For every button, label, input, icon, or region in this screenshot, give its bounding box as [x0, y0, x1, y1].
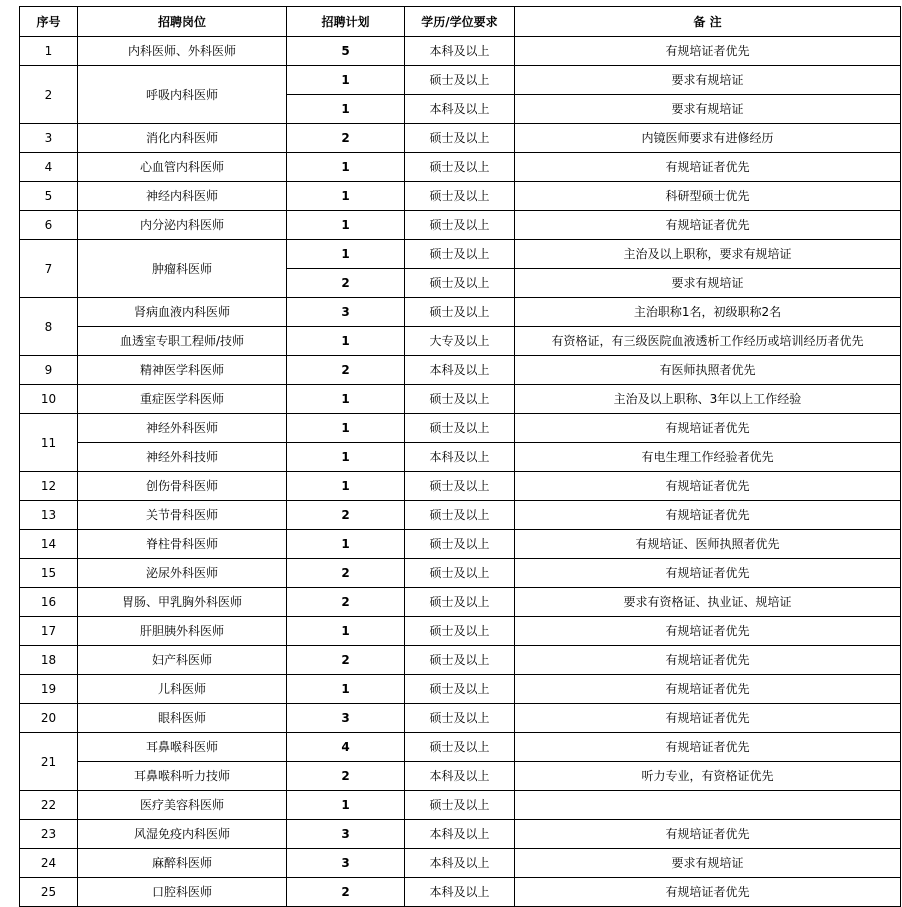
cell-remark: 有规培证者优先	[515, 37, 901, 66]
cell-education: 硕士及以上	[405, 269, 515, 298]
table-row	[20, 878, 901, 907]
cell-remark: 有规培证者优先	[515, 878, 901, 907]
cell-no: 6	[20, 211, 78, 240]
table-row	[20, 472, 901, 501]
cell-plan: 1	[287, 182, 405, 211]
cell-remark: 有规培证者优先	[515, 820, 901, 849]
cell-plan: 1	[287, 211, 405, 240]
cell-remark: 有规培证者优先	[515, 472, 901, 501]
header-remark: 备 注	[515, 7, 901, 37]
recruitment-table	[19, 6, 901, 907]
cell-remark: 有规培证者优先	[515, 153, 901, 182]
cell-position: 医疗美容科医师	[78, 791, 287, 820]
cell-position: 神经内科医师	[78, 182, 287, 211]
cell-plan: 2	[287, 124, 405, 153]
cell-plan: 1	[287, 530, 405, 559]
cell-no: 25	[20, 878, 78, 907]
table-row	[20, 124, 901, 153]
table-row	[20, 733, 901, 762]
cell-position: 消化内科医师	[78, 124, 287, 153]
cell-plan: 2	[287, 588, 405, 617]
cell-position: 呼吸内科医师	[78, 66, 287, 124]
cell-education: 硕士及以上	[405, 791, 515, 820]
cell-education: 硕士及以上	[405, 414, 515, 443]
cell-no: 14	[20, 530, 78, 559]
cell-remark: 有医师执照者优先	[515, 356, 901, 385]
cell-plan: 1	[287, 791, 405, 820]
cell-position: 儿科医师	[78, 675, 287, 704]
cell-position: 创伤骨科医师	[78, 472, 287, 501]
cell-education: 硕士及以上	[405, 530, 515, 559]
cell-education: 本科及以上	[405, 95, 515, 124]
cell-no: 18	[20, 646, 78, 675]
cell-education: 硕士及以上	[405, 733, 515, 762]
cell-position: 肾病血液内科医师	[78, 298, 287, 327]
table-row	[20, 182, 901, 211]
cell-education: 本科及以上	[405, 37, 515, 66]
cell-remark: 有规培证者优先	[515, 501, 901, 530]
cell-plan: 1	[287, 385, 405, 414]
cell-remark: 主治及以上职称、3年以上工作经验	[515, 385, 901, 414]
table-row	[20, 704, 901, 733]
cell-position: 胃肠、甲乳胸外科医师	[78, 588, 287, 617]
table-row	[20, 530, 901, 559]
cell-remark: 内镜医师要求有进修经历	[515, 124, 901, 153]
table-row	[20, 791, 901, 820]
cell-plan: 2	[287, 559, 405, 588]
cell-remark: 有规培证者优先	[515, 704, 901, 733]
cell-plan: 5	[287, 37, 405, 66]
cell-position: 血透室专职工程师/技师	[78, 327, 287, 356]
cell-education: 本科及以上	[405, 762, 515, 791]
cell-education: 硕士及以上	[405, 124, 515, 153]
cell-position: 妇产科医师	[78, 646, 287, 675]
cell-plan: 2	[287, 762, 405, 791]
table-row	[20, 153, 901, 182]
cell-education: 本科及以上	[405, 849, 515, 878]
cell-no: 7	[20, 240, 78, 298]
cell-remark: 有规培证者优先	[515, 211, 901, 240]
cell-remark: 有规培证者优先	[515, 617, 901, 646]
cell-position: 眼科医师	[78, 704, 287, 733]
cell-remark: 有规培证者优先	[515, 414, 901, 443]
cell-education: 硕士及以上	[405, 240, 515, 269]
cell-no: 15	[20, 559, 78, 588]
header-row	[20, 7, 901, 37]
cell-position: 泌尿外科医师	[78, 559, 287, 588]
cell-plan: 1	[287, 153, 405, 182]
table-row	[20, 820, 901, 849]
cell-no: 10	[20, 385, 78, 414]
table-row	[20, 240, 901, 269]
cell-no: 21	[20, 733, 78, 791]
cell-remark: 科研型硕士优先	[515, 182, 901, 211]
cell-remark: 要求有规培证	[515, 849, 901, 878]
cell-plan: 1	[287, 675, 405, 704]
table-body	[20, 37, 901, 907]
cell-position: 口腔科医师	[78, 878, 287, 907]
cell-no: 19	[20, 675, 78, 704]
cell-education: 硕士及以上	[405, 385, 515, 414]
table-row	[20, 211, 901, 240]
cell-position: 麻醉科医师	[78, 849, 287, 878]
cell-plan: 1	[287, 240, 405, 269]
cell-remark: 有规培证者优先	[515, 646, 901, 675]
cell-no: 13	[20, 501, 78, 530]
cell-education: 大专及以上	[405, 327, 515, 356]
cell-remark: 主治及以上职称，要求有规培证	[515, 240, 901, 269]
cell-position: 精神医学科医师	[78, 356, 287, 385]
cell-remark: 有规培证者优先	[515, 559, 901, 588]
cell-no: 12	[20, 472, 78, 501]
header-no: 序号	[20, 7, 78, 37]
cell-plan: 2	[287, 501, 405, 530]
cell-plan: 1	[287, 95, 405, 124]
cell-education: 硕士及以上	[405, 588, 515, 617]
cell-remark: 有资格证，有三级医院血液透析工作经历或培训经历者优先	[515, 327, 901, 356]
cell-education: 硕士及以上	[405, 472, 515, 501]
cell-education: 硕士及以上	[405, 211, 515, 240]
cell-no: 11	[20, 414, 78, 472]
cell-education: 硕士及以上	[405, 704, 515, 733]
cell-position: 神经外科医师	[78, 414, 287, 443]
cell-plan: 1	[287, 414, 405, 443]
cell-remark: 有规培证者优先	[515, 733, 901, 762]
cell-no: 17	[20, 617, 78, 646]
cell-remark: 主治职称1名，初级职称2名	[515, 298, 901, 327]
cell-no: 22	[20, 791, 78, 820]
table-row	[20, 762, 901, 791]
cell-education: 硕士及以上	[405, 153, 515, 182]
cell-no: 24	[20, 849, 78, 878]
cell-education: 硕士及以上	[405, 675, 515, 704]
cell-remark: 有规培证者优先	[515, 675, 901, 704]
cell-education: 硕士及以上	[405, 298, 515, 327]
table-row	[20, 443, 901, 472]
cell-education: 硕士及以上	[405, 182, 515, 211]
cell-remark: 要求有资格证、执业证、规培证	[515, 588, 901, 617]
cell-plan: 1	[287, 443, 405, 472]
cell-remark: 有规培证、医师执照者优先	[515, 530, 901, 559]
header-plan: 招聘计划	[287, 7, 405, 37]
cell-plan: 1	[287, 327, 405, 356]
cell-plan: 1	[287, 617, 405, 646]
cell-no: 4	[20, 153, 78, 182]
cell-position: 心血管内科医师	[78, 153, 287, 182]
cell-position: 内科医师、外科医师	[78, 37, 287, 66]
cell-education: 本科及以上	[405, 878, 515, 907]
table-row	[20, 849, 901, 878]
cell-plan: 2	[287, 646, 405, 675]
table-row	[20, 327, 901, 356]
cell-no: 9	[20, 356, 78, 385]
cell-no: 8	[20, 298, 78, 356]
cell-no: 16	[20, 588, 78, 617]
cell-no: 5	[20, 182, 78, 211]
cell-position: 重症医学科医师	[78, 385, 287, 414]
cell-remark: 有电生理工作经验者优先	[515, 443, 901, 472]
cell-plan: 3	[287, 298, 405, 327]
table-row	[20, 675, 901, 704]
cell-position: 耳鼻喉科医师	[78, 733, 287, 762]
header-education: 学历/学位要求	[405, 7, 515, 37]
cell-education: 硕士及以上	[405, 559, 515, 588]
table-row	[20, 298, 901, 327]
cell-plan: 2	[287, 878, 405, 907]
header-position: 招聘岗位	[78, 7, 287, 37]
cell-plan: 4	[287, 733, 405, 762]
cell-plan: 2	[287, 269, 405, 298]
cell-position: 内分泌内科医师	[78, 211, 287, 240]
cell-remark: 听力专业，有资格证优先	[515, 762, 901, 791]
table-row	[20, 588, 901, 617]
table-row	[20, 356, 901, 385]
cell-position: 关节骨科医师	[78, 501, 287, 530]
table-row	[20, 617, 901, 646]
cell-remark: 要求有规培证	[515, 269, 901, 298]
cell-remark: 要求有规培证	[515, 66, 901, 95]
table-row	[20, 66, 901, 95]
cell-position: 神经外科技师	[78, 443, 287, 472]
cell-no: 2	[20, 66, 78, 124]
cell-education: 硕士及以上	[405, 501, 515, 530]
cell-remark	[515, 791, 901, 820]
cell-no: 3	[20, 124, 78, 153]
table-header	[20, 7, 901, 37]
table-row	[20, 646, 901, 675]
cell-plan: 3	[287, 849, 405, 878]
cell-position: 风湿免疫内科医师	[78, 820, 287, 849]
cell-plan: 2	[287, 356, 405, 385]
cell-education: 本科及以上	[405, 443, 515, 472]
cell-position: 耳鼻喉科听力技师	[78, 762, 287, 791]
cell-education: 本科及以上	[405, 356, 515, 385]
table-row	[20, 501, 901, 530]
cell-education: 硕士及以上	[405, 617, 515, 646]
cell-no: 20	[20, 704, 78, 733]
cell-position: 肿瘤科医师	[78, 240, 287, 298]
cell-position: 肝胆胰外科医师	[78, 617, 287, 646]
cell-plan: 3	[287, 820, 405, 849]
cell-plan: 1	[287, 472, 405, 501]
table-row	[20, 385, 901, 414]
cell-education: 硕士及以上	[405, 66, 515, 95]
cell-plan: 1	[287, 66, 405, 95]
table-row	[20, 559, 901, 588]
table-row	[20, 37, 901, 66]
cell-position: 脊柱骨科医师	[78, 530, 287, 559]
cell-education: 硕士及以上	[405, 646, 515, 675]
cell-remark: 要求有规培证	[515, 95, 901, 124]
cell-no: 1	[20, 37, 78, 66]
table-row	[20, 414, 901, 443]
cell-plan: 3	[287, 704, 405, 733]
cell-education: 本科及以上	[405, 820, 515, 849]
cell-no: 23	[20, 820, 78, 849]
